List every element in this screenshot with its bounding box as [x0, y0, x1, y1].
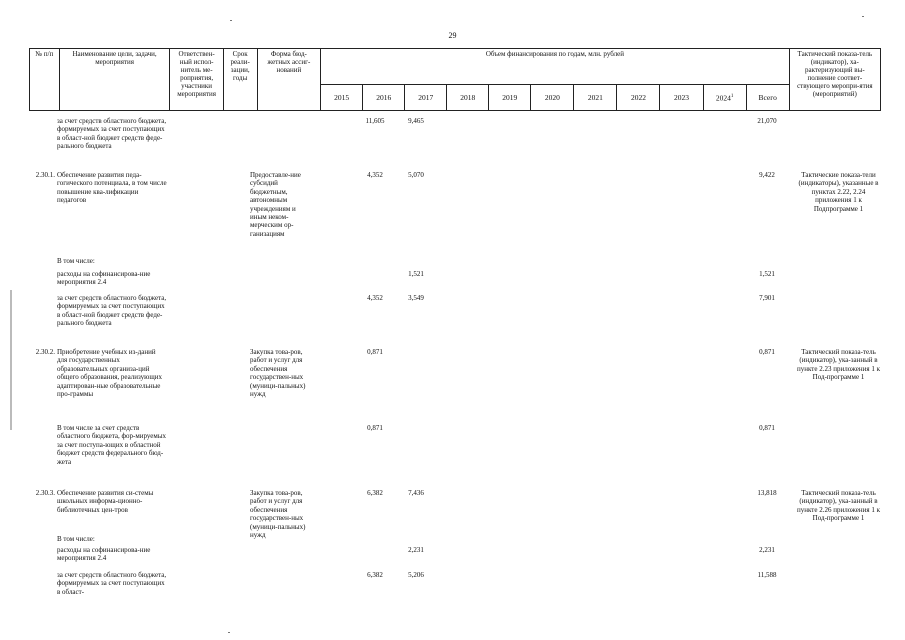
row-name: расходы на софинансирова-ние мероприятия 2.4: [57, 270, 151, 287]
header-year: 2023: [660, 85, 703, 111]
value-total: 0,871: [759, 348, 775, 356]
value-2017: 9,465: [408, 117, 424, 125]
header-name: Наименование цели, задачи, мероприятия: [59, 49, 170, 111]
value-total: 9,422: [759, 171, 775, 179]
header-year: 2016: [363, 85, 405, 111]
row-budget-form: Закупка това-ров, работ и услуг для обеспечения государствен-ных (муници-пальных) нужд: [250, 489, 306, 540]
value-2017: 5,206: [408, 571, 424, 579]
footnote-marker: 1: [730, 93, 734, 99]
row-indicator: Тактические показа-тели (индикаторы), указанные в пунктах 2.22, 2.24 приложения 1 к Подпрограмме 1: [798, 171, 879, 213]
row-name: В том числе:: [57, 535, 95, 543]
row-name: В том числе:: [57, 257, 95, 265]
value-2016: 0,871: [367, 424, 383, 432]
row-name: Обеспечение развития педа-гогического потенциала, в том числе повышение ква-лификации педагогов: [57, 171, 167, 205]
row-name: Обеспечение развития си-стемы школьных информа-ционно-библиотечных цен-тров: [57, 489, 154, 514]
value-2017: 5,070: [408, 171, 424, 179]
header-responsible: Ответствен-ный испол-нитель ме-роприятия, участники мероприятия: [170, 49, 223, 111]
value-2016: 4,352: [367, 294, 383, 302]
scan-speck: [862, 16, 864, 17]
scan-speck: [228, 632, 230, 633]
row-name: за счет средств областного бюджета, формируемых за счет поступающих в област-ной бюджет средств феде-рального бюджета: [57, 294, 167, 328]
value-2016: 6,382: [367, 571, 383, 579]
value-2017: 3,549: [408, 294, 424, 302]
header-year: [703, 85, 746, 111]
header-year: 2015: [321, 85, 363, 111]
row-budget-form: Предоставле-ние субсидий бюджетным, автономным учреждениям и иным неком-мерческим ор-ганизациям: [250, 171, 301, 238]
value-2016: 6,382: [367, 489, 383, 497]
header-year: 2017: [405, 85, 447, 111]
header-form: Форма бюд-жетных ассиг-нований: [257, 49, 321, 111]
header-year: 2018: [447, 85, 489, 111]
value-total: 2,231: [759, 546, 775, 554]
header-indicator: Тактический показа-тель (индикатор), ха-рактеризующий вы-полнение соответ-ствующего меропри-ятия (мероприятий): [789, 49, 880, 111]
value-2016: 11,605: [365, 117, 385, 125]
header-year: 2019: [489, 85, 531, 111]
header-year: 2020: [531, 85, 574, 111]
row-name: расходы на софинансирова-ние мероприятия 2.4: [57, 546, 151, 563]
value-total: 7,901: [759, 294, 775, 302]
row-name: за счет средств областного бюджета, формируемых за счет поступающих в област-ной бюджет средств феде-рального бюджета: [57, 117, 167, 151]
row-number: 2.30.3.: [35, 489, 55, 497]
scan-edge-mark: [10, 290, 12, 430]
row-number: 2.30.1.: [35, 171, 55, 179]
value-total: 0,871: [759, 424, 775, 432]
header-num: № п/п: [30, 49, 60, 111]
table-header: [29, 48, 881, 111]
value-2017: 2,231: [408, 546, 424, 554]
value-total: 13,818: [757, 489, 777, 497]
value-2016: 4,352: [367, 171, 383, 179]
row-name: В том числе за счет средств областного бюджета, фор-мируемых за счет поступа-ющих в областной бюджет средств федерального бюд-жета: [57, 424, 167, 466]
page-number: 29: [448, 31, 457, 40]
header-year: 2021: [574, 85, 617, 111]
scan-speck: [230, 20, 232, 21]
header-term: Срок реали-зации, годы: [223, 49, 257, 111]
value-2017: 1,521: [408, 270, 424, 278]
header-year: 2022: [617, 85, 660, 111]
row-budget-form: Закупка това-ров, работ и услуг для обеспечения государствен-ных (муници-пальных) нужд: [250, 348, 306, 399]
header-total: Всего: [746, 85, 789, 111]
row-number: 2.30.2.: [35, 348, 55, 356]
value-total: 11,588: [757, 571, 777, 579]
value-total: 21,070: [757, 117, 777, 125]
row-indicator: Тактический показа-тель (индикатор), ука-занный в пункте 2.23 приложения 1 к Под-программе 1: [797, 348, 880, 382]
header-funding: Объем финансирования по годам, млн. рублей: [321, 49, 790, 85]
value-2016: 0,871: [367, 348, 383, 356]
row-name: за счет средств областного бюджета, формируемых за счет поступающих в област-: [57, 571, 167, 596]
header-year-2024: 2024: [715, 93, 731, 103]
value-total: 1,521: [759, 270, 775, 278]
value-2017: 7,436: [408, 489, 424, 497]
row-indicator: Тактический показа-тель (индикатор), ука-занный в пункте 2.26 приложения 1 к Под-программе 1: [797, 489, 880, 523]
row-name: Приобретение учебных из-даний для государственных образовательных организа-ций общего образования, реализующих адаптирован-ные образовательные про-граммы: [57, 348, 163, 399]
